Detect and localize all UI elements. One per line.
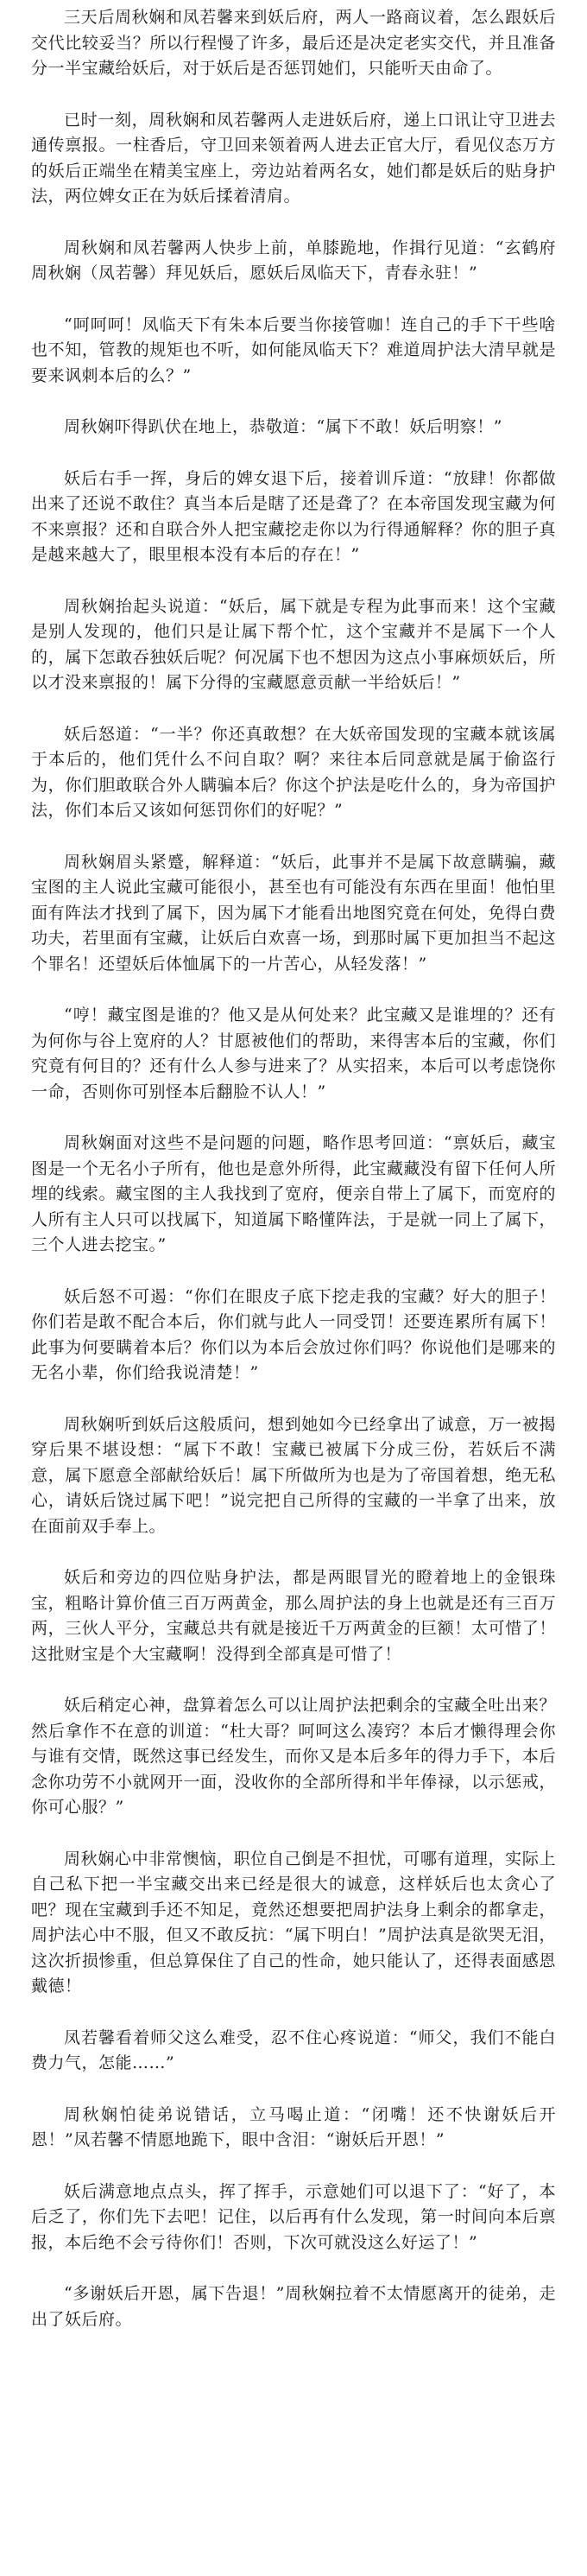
article-paragraph: 妖后满意地点点头，挥了挥手，示意她们可以退下了：“好了，本后乏了，你们先下去吧！记住，以后再有什么发现，第一时间向本后禀报，本后绝不会亏待你们！否则，下次可就没这么好运了！” [31, 2181, 556, 2252]
article-paragraph: 周秋娴吓得趴伏在地上，恭敬道：“属下不敢！妖后明察！” [64, 417, 502, 436]
article-paragraph: 周秋娴心中非常懊恼，职位自己倒是不担忧，可哪有道理，实际上自己私下把一半宝藏交出来已经是很大的诚意，这样妖后也太贪心了吧？现在宝藏到手还不知足，竟然还想要把周护法身上剩余的都拿走，周护法心中不服，但又不敢反抗：“属下明白！”周护法真是欲哭无泪，这次折损惨重，但总算保住了自己的性命，她只能认了，还得表面感恩戴德！ [31, 1849, 556, 1995]
article-paragraph: 妖后稍定心神，盘算着怎么可以让周护法把剩余的宝藏全吐出来？然后拿作不在意的训道：“杜大哥？呵呵这么凑窍？本后才懒得理会你与谁有交情，既然这事已经发生，而你又是本后多年的得力手下，本后念你功劳不小就网开一面，没收你的全部所得和半年俸禄，以示惩戒，你可心服？” [31, 1696, 556, 1817]
article-paragraph: “哼！藏宝图是谁的？他又是从何处来？此宝藏又是谁埋的？还有为何你与谷上宽府的人？甘愿被他们的帮助，来得害本后的宝藏，你们究竟有何目的？还有什么人参与进来了？从实招来，本后可以考虑饶你一命，否则你可别怪本后翻脸不认人！” [31, 1006, 556, 1101]
article-paragraph: 妖后右手一挥，身后的婢女退下后，接着训斥道：“放肆！你都做出来了还说不敢住？真当本后是瞎了还是聋了？在本帝国发现宝藏为何不来禀报？还和自联合外人把宝藏挖走你以为行得通解释？你的胆子真是越来越大了，眼里根本没有本后的存在！” [31, 468, 556, 564]
article-paragraph: 周秋娴面对这些不是问题的问题，略作思考回道：“禀妖后，藏宝图是一个无名小子所有，他也是意外所得，此宝藏藏没有留下任何人所埋的线索。藏宝图的主人我找到了宽府，便亲自带上了属下，而宽府的人所有主人只可以找属下，知道属下略懂阵法，于是就一同上了属下，三个人进去挖宝。” [31, 1133, 556, 1254]
article-paragraph: 周秋娴怕徒弟说错话，立马喝止道：“闭嘴！还不快谢妖后开恩！”凤若馨不情愿地跪下，眼中含泪：“谢妖后开恩！” [31, 2104, 556, 2149]
article-paragraph: 周秋娴听到妖后这般质问，想到她如今已经拿出了诚意，万一被揭穿后果不堪设想：“属下不敢！宝藏已被属下分成三份，若妖后不满意，属下愿意全部献给妖后！属下所做所为也是为了帝国着想，绝无私心，请妖后饶过属下吧！”说完把自己所得的宝藏的一半拿了出来，放在面前双手奉上。 [31, 1414, 556, 1536]
article-paragraph: “多谢妖后开恩，属下告退！”周秋娴拉着不太情愿离开的徒弟，走出了妖后府。 [31, 2284, 556, 2329]
article-paragraph: “呵呵呵！凤临天下有朱本后要当你接管咖！连自己的手下干些啥也不知，管教的规矩也不听，如何能凤临天下？难道周护法大清早就是要来讽刺本后的么？” [31, 314, 556, 385]
article-paragraph: 妖后怒道：“一半？你还真敢想？在大妖帝国发现的宝藏本就该属于本后的，他们凭什么不问自取？啊？来往本后同意就是属于偷盗行为，你们胆敢联合外人瞒骗本后？你这个护法是吃什么的，身为帝国护法，你们本后又该如何惩罚你们的好呢？” [31, 724, 556, 820]
article-paragraph: 凤若馨看着师父这么难受，忍不住心疼说道：“师父，我们不能白费力气，怎能……” [31, 2027, 556, 2072]
article-paragraph: 周秋娴抬起头说道：“妖后，属下就是专程为此事而来！这个宝藏是别人发现的，他们只是让属下帮个忙，这个宝藏并不是属下一个人的，属下怎敢吞独妖后呢？何况属下也不想因为这点小事麻烦妖后，所以才没来禀报的！属下分得的宝藏愿意贡献一半给妖后！” [31, 596, 556, 692]
article-paragraph: 妖后和旁边的四位贴身护法，都是两眼冒光的瞪着地上的金银珠宝，粗略计算价值三百万两黄金，那么周护法的身上也就是还有三百万两，三伙人平分，宝藏总共有就是接近千万两黄金的巨额！太可惜了！这批财宝是个大宝藏啊！没得到全部真是可惜了！ [31, 1568, 556, 1664]
article-paragraph: 已时一刻，周秋娴和凤若馨两人走进妖后府，递上口讯让守卫进去通传禀报。一柱香后，守卫回来领着两人进去正官大厅，看见仪态万方的妖后正端坐在精美宝座上，旁边站着两名女，她们都是妖后的贴身护法，两位婢女正在为妖后揉着清肩。 [31, 110, 556, 206]
article-paragraph: 三天后周秋娴和凤若馨来到妖后府，两人一路商议着，怎么跟妖后交代比较妥当？所以行程慢了许多，最后还是决定老实交代，并且准备分一半宝藏给妖后，对于妖后是否惩罚她们，只能听天由命了。 [31, 8, 556, 78]
article-paragraph: 周秋娴眉头紧蹙，解释道：“妖后，此事并不是属下故意瞒骗，藏宝图的主人说此宝藏可能很小，甚至也有可能没有东西在里面！他怕里面有阵法才找到了属下，因为属下才能看出地图究竟在何处，免得白费功夫，若里面有宝藏，让妖后白欢喜一场，到那时属下更加担当不起这个罪名！还望妖后体恤属下的一片苦心，从轻发落！” [31, 852, 556, 974]
article-paragraph: 周秋娴和凤若馨两人快步上前，单膝跪地，作揖行见道：“玄鹤府周秋娴（凤若馨）拜见妖后，愿妖后凤临天下，青春永驻！” [31, 238, 556, 282]
article-paragraph: 妖后怒不可遏：“你们在眼皮子底下挖走我的宝藏？好大的胆子！你们若是敢不配合本后，你们就与此人一同受罚！还要连累所有属下！此事为何要瞒着本后？你们以为本后会放过你们吗？你说他们是哪来的无名小辈，你们给我说清楚！” [31, 1286, 556, 1382]
